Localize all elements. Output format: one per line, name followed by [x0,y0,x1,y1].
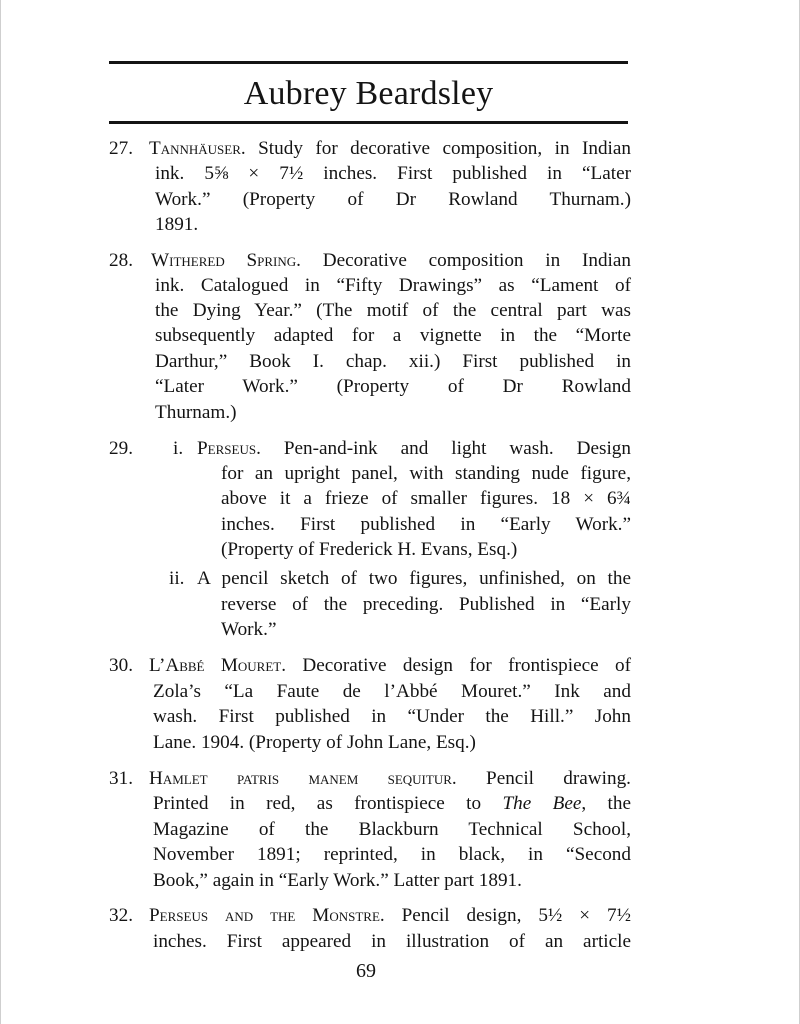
entry-28-line-5: Darthur,” Book I. chap. xii.) First published in [155,351,631,372]
entry-number-30: 30. [109,655,133,676]
entry-number-29: 29. [109,438,133,459]
publication-title: The Bee [502,793,582,814]
entry-28-line-6: “Later Work.” (Property of Dr Rowland [155,376,631,397]
entry-text: Printed in red, as frontispiece to [153,793,503,814]
entry-29-i-line-4: inches. First published in “Early Work.” [221,514,631,535]
entry-31-line-2 [153,791,631,817]
entry-27-line-1 [149,136,631,162]
entry-title: Perseus. [197,438,261,459]
entry-text: Decorative design for frontispiece of [286,655,631,676]
entry-28-line-1 [151,248,631,274]
entry-title: Tannhäuser. [149,138,246,159]
entry-30-line-4: Lane. 1904. (Property of John Lane, Esq.) [153,732,476,753]
header-rule-bottom [109,121,628,124]
entry-text: , the [581,793,631,814]
entry-27-line-2: ink. 5⅝ × 7½ inches. First published in “Later [155,163,631,184]
entry-29-i-line-5: (Property of Frederick H. Evans, Esq.) [221,539,518,560]
header-rule-top [109,61,628,64]
entry-text: Study for decorative composition, in Indian [245,138,631,159]
entry-title: L’Abbé Mouret. [149,655,287,676]
entry-29-i-line-2: for an upright panel, with standing nude figure, [221,463,631,484]
entry-29-ii-line-2: reverse of the preceding. Published in “Early [221,594,631,615]
entry-text: Pen-and-ink and light wash. Design [260,438,631,459]
entry-30-line-1 [149,653,631,679]
entry-32-line-1 [149,903,631,929]
entry-29-ii-line-3: Work.” [221,619,277,640]
entry-28-line-3: the Dying Year.” (The motif of the central part was [155,300,631,321]
sub-marker-i: i. [173,438,184,459]
page-number: 69 [356,960,376,982]
entry-31-line-1 [149,766,631,792]
entry-text: Decorative composition in Indian [300,250,631,271]
entry-title: Withered Spring. [151,250,301,271]
entry-28-line-7: Thurnam.) [155,402,237,423]
entry-28-line-2: ink. Catalogued in “Fifty Drawings” as “Lament of [155,275,631,296]
running-header: Aubrey Beardsley [243,75,494,112]
entry-text: Pencil design, 5½ × 7½ [384,905,631,926]
entry-text: Pencil drawing. [456,768,631,789]
entry-29-ii-line-1: A pencil sketch of two figures, unfinished, on the [197,568,631,589]
entry-31-line-5: Book,” again in “Early Work.” Latter part 1891. [153,870,522,891]
entry-32-line-2: inches. First appeared in illustration of an article [153,931,631,952]
entry-title: Perseus and the Monstre. [149,905,385,926]
entry-number-31: 31. [109,768,133,789]
entry-29-i-line-3: above it a frieze of smaller figures. 18 × 6¾ [221,488,631,509]
entry-number-32: 32. [109,905,133,926]
entry-number-28: 28. [109,250,133,271]
entry-30-line-3: wash. First published in “Under the Hill.” John [153,706,631,727]
entry-title: Hamlet patris manem sequitur. [149,768,457,789]
sub-marker-ii: ii. [169,568,185,589]
entry-30-line-2: Zola’s “La Faute de l’Abbé Mouret.” Ink and [153,681,631,702]
entry-29-i-line-1 [197,436,631,462]
entry-27-line-3: Work.” (Property of Dr Rowland Thurnam.) [155,189,631,210]
entry-27-line-4: 1891. [155,214,199,235]
entry-28-line-4: subsequently adapted for a vignette in the “Morte [155,325,631,346]
entry-31-line-4: November 1891; reprinted, in black, in “Second [153,844,631,865]
entry-31-line-3: Magazine of the Blackburn Technical School, [153,819,631,840]
entry-number-27: 27. [109,138,133,159]
